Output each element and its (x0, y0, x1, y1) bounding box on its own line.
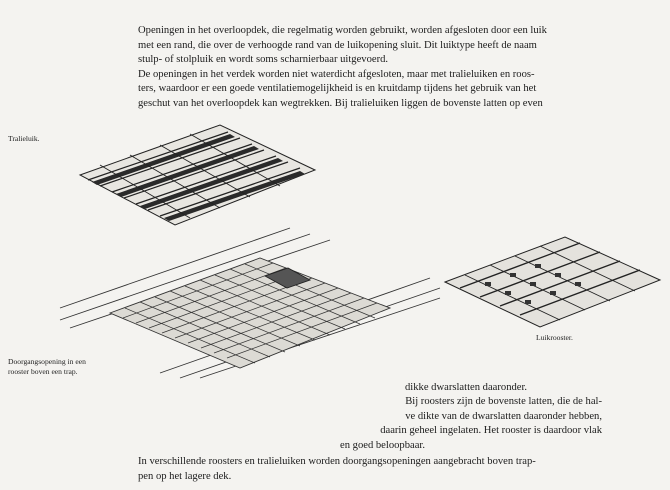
continuation-line: dikke dwarslatten daaronder. (405, 382, 528, 393)
luikrooster-illustration (440, 232, 665, 332)
intro-line: met een rand, die over de verhoogde rand van de luikopening sluit. Dit luiktype heeft de naam (138, 39, 537, 51)
intro-line: Openingen in het overloopdek, die regelmatig worden gebruikt, worden afgesloten door een luik (138, 25, 547, 36)
intro-line: geschut van het overloopdek kan wegtrekken. Bij tralieluiken liggen de bovenste latten op even (138, 97, 543, 109)
intro-line: De openingen in het verdek worden niet waterdicht afgesloten, maar met tralieluiken en roos- (138, 68, 535, 80)
closing-paragraph (138, 455, 608, 484)
continuation-line: en goed beloopbaar. (340, 439, 426, 451)
caption-tralieluik: Tralieluik. (8, 134, 40, 143)
continuation-line: daarin geheel ingelaten. Het rooster is daardoor vlak (380, 425, 602, 436)
closing-line: pen op het lagere dek. (138, 470, 232, 482)
caption-doorgang: Doorgangsopening in een rooster boven een trap. (8, 357, 86, 376)
continuation-paragraph (340, 395, 602, 453)
doorgang-illustration (60, 228, 440, 378)
continuation-line: Bij roosters zijn de bovenste latten, die de hal- (405, 396, 602, 407)
intro-paragraph (138, 24, 608, 111)
closing-line: In verschillende roosters en tralieluiken worden doorgangsopeningen aangebracht boven trap- (138, 456, 536, 467)
tralieluik-illustration (70, 120, 325, 232)
intro-line: stulp- of stolpluik en wordt soms scharnierbaar uitgevoerd. (138, 54, 389, 65)
intro-line: ters, waardoor er een goede ventilatiemogelijkheid is en kruitdamp tijdens het gebruik van het (138, 83, 537, 94)
caption-luikrooster: Luikrooster. (536, 333, 573, 342)
continuation-line: ve dikte van de dwarslatten daaronder hebben, (405, 410, 602, 422)
